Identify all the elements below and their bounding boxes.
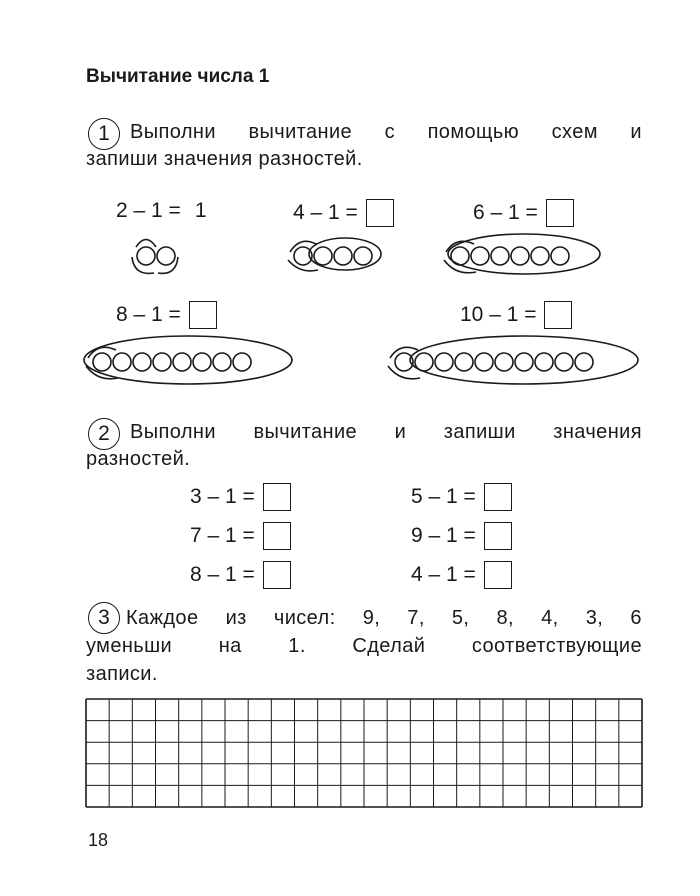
task-2-text-line-2: разностей.: [86, 448, 191, 470]
task-3-word: 9,: [362, 607, 381, 629]
task-1-text-line-2: запиши значения разностей.: [86, 148, 363, 170]
equation-expression: 2 – 1 =: [116, 199, 181, 222]
task-3-word: соответствующие: [471, 635, 642, 657]
task-2-word: запиши: [443, 421, 516, 443]
task-3-word: чисел:: [273, 607, 336, 629]
task-1-word: помощью: [427, 121, 520, 143]
task-2-word: вычитание: [253, 421, 358, 443]
equation-expression: 6 – 1 =: [473, 201, 538, 224]
task-3-word: 4,: [541, 607, 559, 629]
equation-expression: 5 – 1 =: [411, 485, 476, 508]
task-3-word: 8,: [496, 607, 514, 629]
equation-expression: 4 – 1 =: [293, 201, 358, 224]
equation-expression: 4 – 1 =: [411, 563, 476, 586]
page-number: 18: [88, 830, 109, 850]
task-1-word: с: [384, 121, 396, 143]
task-3-word: 5,: [451, 607, 470, 629]
task-3-text-line-3: записи.: [86, 663, 158, 685]
equation-expression: 9 – 1 =: [411, 524, 476, 547]
task-3-word: уменьши: [86, 635, 173, 657]
equation-expression: 8 – 1 =: [190, 563, 255, 586]
task-3-word: 3,: [585, 607, 604, 629]
task-1-word: Выполни: [130, 121, 216, 143]
equation-expression: 7 – 1 =: [190, 524, 255, 547]
page-title: Вычитание числа 1: [86, 66, 270, 87]
task-3-word: из: [225, 607, 247, 629]
task-1-word: и: [630, 121, 642, 143]
task-2-number-badge: 2: [88, 418, 120, 450]
task-2-word: и: [394, 421, 407, 443]
task-1-word: вычитание: [248, 121, 353, 143]
task-2-word: Выполни: [130, 421, 216, 443]
task-3-number-badge: 3: [88, 602, 120, 634]
equation-expression: 10 – 1 =: [460, 303, 537, 326]
equation-expression: 3 – 1 =: [190, 485, 255, 508]
equation-answer: 1: [194, 199, 207, 222]
task-3-word: 6: [630, 607, 642, 629]
task-2-word: значения: [553, 421, 642, 443]
equation-expression: 8 – 1 =: [116, 303, 181, 326]
task-3-word: 7,: [407, 607, 425, 629]
task-3-word: 1.: [288, 635, 306, 657]
task-3-word: Сделай: [352, 635, 426, 657]
task-3-word: Каждое: [126, 607, 199, 629]
task-1-word: схем: [551, 121, 598, 143]
task-3-word: на: [218, 635, 242, 657]
task-1-number-badge: 1: [88, 118, 120, 150]
